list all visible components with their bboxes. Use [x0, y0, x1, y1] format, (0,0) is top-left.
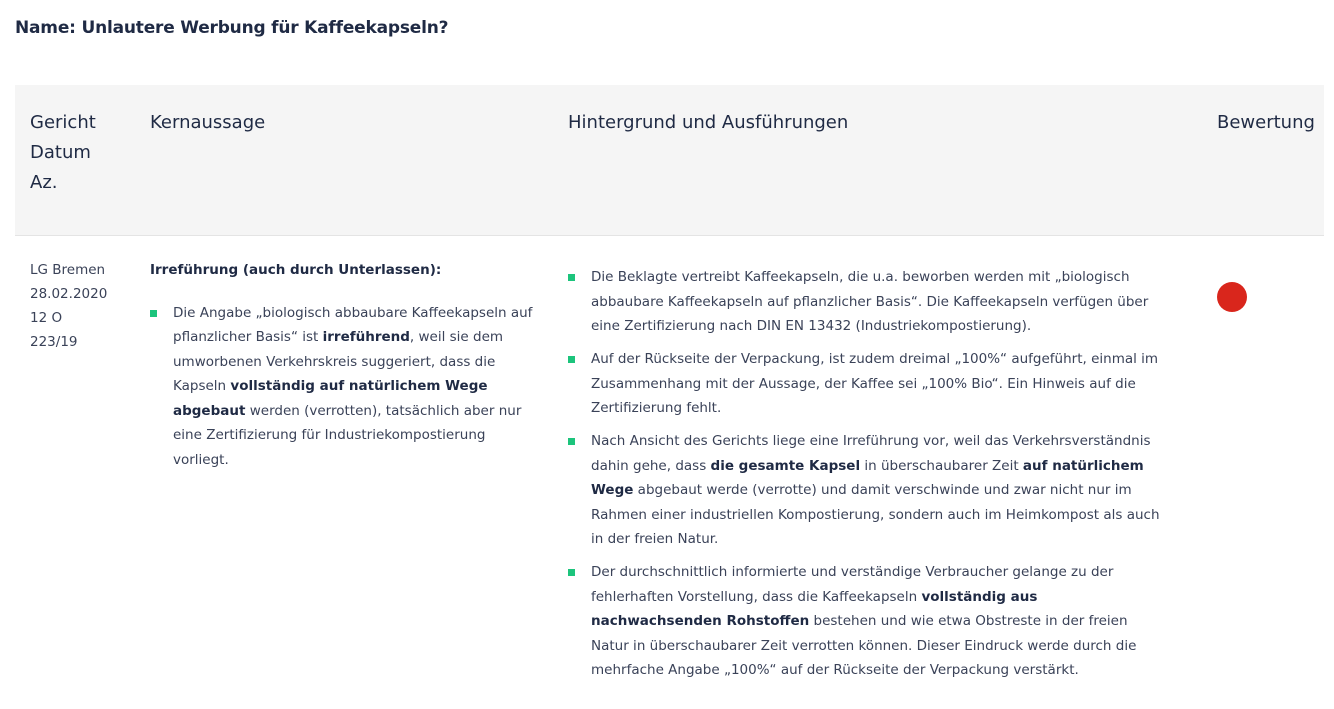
case-number-part-2: 223/19 — [30, 334, 78, 350]
bullet-square-icon — [568, 356, 575, 363]
core-text-2: , weil sie dem umworbenen Verkehrskreis suggeriert, dass die Kapseln — [173, 329, 504, 394]
background-text-3b: in überschaubarer Zeit — [860, 457, 1023, 474]
background-text-3c: abgebaut werde (verrotte) und damit verschwinde und zwar nicht nur im Rahmen einer industriellen Kompostierung, sondern auch im Heimkompost als auch in der freien Natur. — [591, 482, 1160, 547]
core-bold-1: irreführend — [322, 329, 410, 345]
bullet-square-icon — [568, 569, 575, 576]
header-rating: Bewertung — [1217, 112, 1315, 133]
background-bullet-item — [568, 560, 1168, 683]
case-number-part-1: 12 O — [30, 310, 63, 326]
background-bullet-item — [568, 347, 1168, 421]
core-statement-cell — [150, 258, 535, 472]
core-text-1: Die Angabe „biologisch abbaubare Kaffeekapseln auf pflanzlicher Basis“ ist — [173, 304, 533, 345]
background-bold-4a: vollständig aus nachwachsenden Rohstoffen — [591, 588, 1038, 629]
background-cell — [568, 265, 1168, 691]
background-text-3a: Nach Ansicht des Gerichts liege eine Irreführung vor, weil das Verkehrsverständnis dahin gehe, dass — [591, 433, 1151, 474]
bullet-square-icon — [150, 310, 157, 317]
background-bullet-list — [568, 265, 1168, 683]
header-background: Hintergrund und Ausführungen — [568, 112, 849, 133]
page-title: Name: Unlautere Werbung für Kaffeekapseln? — [15, 18, 449, 38]
background-text-1: Die Beklagte vertreibt Kaffeekapseln, die u.a. beworben werden mit „biologisch abbaubare Kaffeekapseln auf pflanzlicher Basis“. Die Kaffeekapseln verfügen über eine Zertifizierung nach DIN EN 13432 (Industriekompostierung). — [591, 269, 1149, 334]
header-az: Az. — [30, 172, 58, 193]
bullet-square-icon — [568, 274, 575, 281]
background-text-2: Auf der Rückseite der Verpackung, ist zudem dreimal „100%“ aufgeführt, einmal im Zusammenhang mit der Aussage, der Kaffee sei „100% Bio“. Ein Hinweis auf die Zertifizierung fehlt. — [591, 351, 1159, 416]
background-bullet-item — [568, 429, 1168, 552]
judgment-date: 28.02.2020 — [30, 286, 108, 302]
judgments-table — [15, 85, 1324, 706]
background-bold-3b: auf natürlichem Wege — [591, 457, 1144, 498]
core-bullet-list — [150, 301, 535, 473]
table-row — [15, 236, 1324, 706]
header-core-statement: Kernaussage — [150, 112, 266, 133]
background-text-4b: bestehen und wie etwa Obstreste in der freien Natur in überschaubarer Zeit verrotten können. Dieser Eindruck werde durch die mehrfache Angabe „100%“ auf der Rückseite der Verpackung verstärkt. — [591, 613, 1137, 678]
header-court: Gericht — [30, 112, 96, 133]
core-bullet-item — [150, 301, 535, 473]
table-header — [15, 85, 1324, 236]
core-text-3: werden (verrotten), tatsächlich aber nur eine Zertifizierung für Industriekompostierung vorliegt. — [173, 402, 522, 468]
court-name: LG Bremen — [30, 262, 106, 278]
background-bold-3a: die gesamte Kapsel — [710, 457, 861, 474]
background-bullet-item — [568, 265, 1168, 339]
header-court-date-az — [30, 108, 140, 198]
core-heading: Irreführung (auch durch Unterlassen): — [150, 262, 442, 278]
header-date: Datum — [30, 142, 91, 163]
core-bold-2: vollständig auf natürlichem Wege abgebaut — [173, 378, 488, 419]
bullet-square-icon — [568, 438, 575, 445]
background-text-4a: Der durchschnittlich informierte und verständige Verbraucher gelange zu der fehlerhaften Vorstellung, dass die Kaffeekapseln — [591, 564, 1114, 605]
court-info-cell — [30, 258, 107, 354]
rating-status-dot — [1217, 282, 1247, 312]
